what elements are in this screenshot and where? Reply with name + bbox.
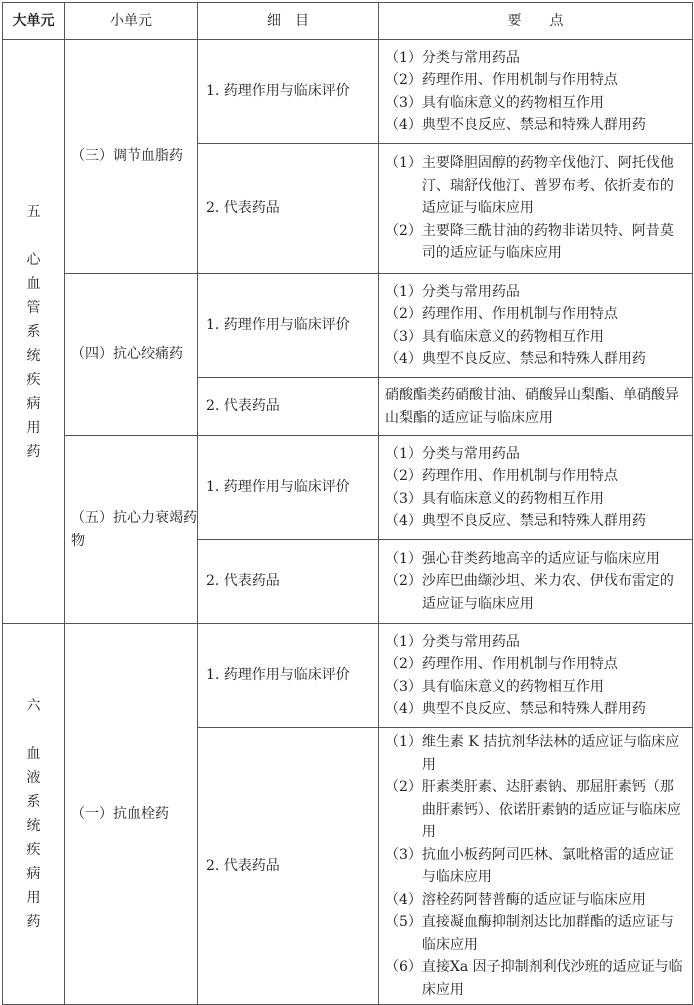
small-unit-name: （五）抗心力衰竭药物 bbox=[65, 436, 198, 624]
list-item: （5） 直接凝血酶抑制剂达比加群酯的适应证与临床应用 bbox=[385, 914, 674, 953]
list-item: （1） 分类与常用药品 bbox=[385, 445, 520, 462]
header-points: 要 点 bbox=[379, 3, 693, 40]
small-unit-name: （一）抗血栓药 bbox=[65, 624, 198, 1005]
big-unit-number: 六 bbox=[26, 698, 41, 714]
detail-item: 2. 代表药品 bbox=[198, 540, 379, 624]
detail-item: 2. 代表药品 bbox=[198, 728, 379, 1005]
list-item: （3） 具有临床意义的药物相互作用 bbox=[385, 328, 604, 345]
list-item: （4） 典型不良反应、禁忌和特殊人群用药 bbox=[385, 701, 646, 717]
table-row bbox=[3, 40, 693, 144]
list-item: （2） 药理作用、作用机制与作用特点 bbox=[385, 468, 618, 484]
detail-item: 2. 代表药品 bbox=[198, 378, 379, 436]
points-cell bbox=[379, 144, 693, 274]
list-item: （2） 沙库巴曲缬沙坦、米力农、伊伐布雷定的适应证与临床应用 bbox=[385, 573, 674, 612]
points-cell bbox=[379, 40, 693, 144]
points-cell bbox=[379, 624, 693, 728]
small-unit-name: （三）调节血脂药 bbox=[65, 40, 198, 274]
detail-item: 1. 药理作用与临床评价 bbox=[198, 436, 379, 540]
list-item: （2） 药理作用、作用机制与作用特点 bbox=[385, 72, 618, 88]
header-detail: 细 目 bbox=[198, 3, 379, 40]
list-item: （3） 具有临床意义的药物相互作用 bbox=[385, 678, 604, 695]
list-item: （2） 主要降三酰甘油的药物非诺贝特、阿昔莫司的适应证与临床应用 bbox=[385, 222, 674, 262]
small-unit-name: （四）抗心绞痛药 bbox=[65, 274, 198, 436]
list-item: （2） 药理作用、作用机制与作用特点 bbox=[385, 306, 618, 322]
list-item: （1） 分类与常用药品 bbox=[385, 49, 520, 66]
table-row bbox=[3, 624, 693, 728]
points-cell: 硝酸酯类药硝酸甘油、硝酸异山梨酯、单硝酸异山梨酯的适应证与临床应用 bbox=[379, 378, 693, 436]
list-item: （4） 典型不良反应、禁忌和特殊人群用药 bbox=[385, 117, 646, 133]
table-row bbox=[3, 274, 693, 378]
big-unit-name: 血液系统疾病用药 bbox=[26, 746, 41, 930]
detail-item: 1. 药理作用与临床评价 bbox=[198, 274, 379, 378]
points-cell bbox=[379, 274, 693, 378]
points-cell bbox=[379, 540, 693, 624]
syllabus-table bbox=[2, 2, 693, 1005]
list-item: （1） 分类与常用药品 bbox=[385, 283, 520, 300]
detail-item: 2. 代表药品 bbox=[198, 144, 379, 274]
list-item: （4） 溶栓药阿替普酶的适应证与临床应用 bbox=[385, 891, 646, 908]
detail-item: 1. 药理作用与临床评价 bbox=[198, 40, 379, 144]
list-item: （3） 具有临床意义的药物相互作用 bbox=[385, 490, 604, 507]
points-cell bbox=[379, 436, 693, 540]
header-big-unit: 大单元 bbox=[3, 3, 65, 40]
big-unit-number: 五 bbox=[26, 203, 41, 220]
header-small-unit: 小单元 bbox=[65, 3, 198, 40]
list-item: （3） 抗血小板药阿司匹林、氯吡格雷的适应证与临床应用 bbox=[385, 846, 674, 885]
list-item: （2） 药理作用、作用机制与作用特点 bbox=[385, 656, 618, 672]
header-row bbox=[3, 3, 693, 40]
big-unit-name: 心血管系统疾病用药 bbox=[26, 251, 41, 460]
list-item: （6） 直接Ⅹa 因子抑制剂利伐沙班的适应证与临床应用 bbox=[385, 959, 683, 998]
big-unit-cell bbox=[3, 624, 65, 1005]
list-item: （4） 典型不良反应、禁忌和特殊人群用药 bbox=[385, 351, 646, 367]
list-item: （4） 典型不良反应、禁忌和特殊人群用药 bbox=[385, 513, 646, 529]
list-item: （3） 具有临床意义的药物相互作用 bbox=[385, 94, 604, 111]
list-item: （1） 维生素 K 拮抗剂华法林的适应证与临床应用 bbox=[385, 734, 680, 773]
list-item: （1） 主要降胆固醇的药物辛伐他汀、阿托伐他汀、瑞舒伐他汀、普罗布考、依折麦布的适应证与临床应用 bbox=[385, 155, 674, 217]
list-item: （1） 分类与常用药品 bbox=[385, 633, 520, 650]
list-item: （2） 肝素类肝素、达肝素钠、那屈肝素钙（那曲肝素钙）、依诺肝素钠的适应证与临床应用 bbox=[385, 779, 681, 840]
table-row bbox=[3, 436, 693, 540]
big-unit-cell bbox=[3, 40, 65, 624]
list-item: （1） 强心苷类药地高辛的适应证与临床应用 bbox=[385, 550, 660, 567]
points-cell bbox=[379, 728, 693, 1005]
detail-item: 1. 药理作用与临床评价 bbox=[198, 624, 379, 728]
